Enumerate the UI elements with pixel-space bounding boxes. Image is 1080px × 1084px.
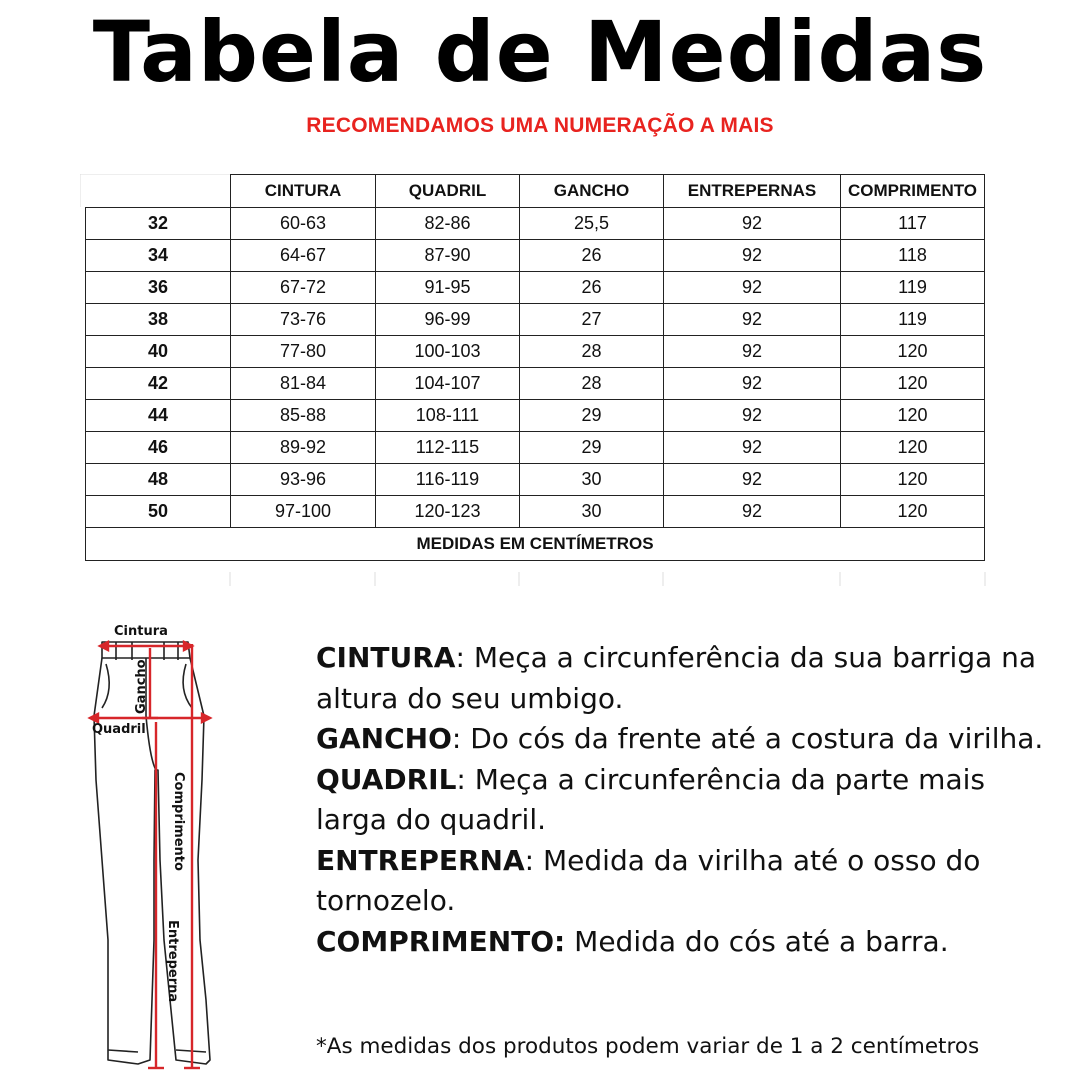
size-cell: 38 bbox=[86, 304, 231, 336]
measurement-cell: 104-107 bbox=[376, 368, 520, 400]
measurement-cell: 120 bbox=[841, 432, 985, 464]
diagram-label-quadril: Quadril bbox=[92, 722, 146, 737]
measurement-cell: 118 bbox=[841, 240, 985, 272]
table-footer-note: MEDIDAS EM CENTÍMETROS bbox=[86, 528, 985, 561]
measurement-cell: 100-103 bbox=[376, 336, 520, 368]
measurement-cell: 120 bbox=[841, 400, 985, 432]
diagram-label-cintura: Cintura bbox=[114, 624, 168, 639]
size-table-container bbox=[80, 174, 990, 586]
table-row bbox=[86, 464, 985, 496]
measurement-cell: 25,5 bbox=[520, 208, 664, 240]
table-row bbox=[86, 272, 985, 304]
size-cell: 42 bbox=[86, 368, 231, 400]
measurement-cell: 26 bbox=[520, 272, 664, 304]
measurement-cell: 82-86 bbox=[376, 208, 520, 240]
instruction-comprimento: COMPRIMENTO: Medida do cós até a barra. bbox=[316, 924, 949, 958]
instruction-quadril: QUADRIL: Meça a circunferência da parte mais larga do quadril. bbox=[316, 762, 985, 836]
measurement-cell: 92 bbox=[664, 336, 841, 368]
instruction-entreperna: ENTREPERNA: Medida da virilha até o osso do tornozelo. bbox=[316, 843, 981, 917]
diagram-label-comprimento: Comprimento bbox=[171, 772, 186, 871]
measurement-cell: 120 bbox=[841, 496, 985, 528]
measurement-cell: 89-92 bbox=[231, 432, 376, 464]
table-row bbox=[86, 496, 985, 528]
table-row bbox=[86, 336, 985, 368]
table-row bbox=[86, 400, 985, 432]
measurement-cell: 120 bbox=[841, 336, 985, 368]
size-cell: 36 bbox=[86, 272, 231, 304]
table-row bbox=[86, 240, 985, 272]
diagram-label-entreperna: Entreperna bbox=[165, 920, 180, 1003]
size-table bbox=[85, 174, 985, 561]
table-header-cell: GANCHO bbox=[520, 175, 664, 208]
measurement-cell: 108-111 bbox=[376, 400, 520, 432]
measurement-cell: 92 bbox=[664, 368, 841, 400]
measurement-cell: 29 bbox=[520, 400, 664, 432]
measurement-cell: 92 bbox=[664, 272, 841, 304]
measurement-cell: 28 bbox=[520, 336, 664, 368]
table-header-cell: CINTURA bbox=[231, 175, 376, 208]
table-header-cell: QUADRIL bbox=[376, 175, 520, 208]
measurement-cell: 28 bbox=[520, 368, 664, 400]
measurement-cell: 91-95 bbox=[376, 272, 520, 304]
measurement-cell: 81-84 bbox=[231, 368, 376, 400]
measurement-cell: 120 bbox=[841, 464, 985, 496]
measurement-cell: 92 bbox=[664, 496, 841, 528]
measurement-cell: 77-80 bbox=[231, 336, 376, 368]
measurement-cell: 117 bbox=[841, 208, 985, 240]
size-cell: 48 bbox=[86, 464, 231, 496]
size-cell: 50 bbox=[86, 496, 231, 528]
measurement-cell: 92 bbox=[664, 400, 841, 432]
measurement-cell: 116-119 bbox=[376, 464, 520, 496]
measurement-cell: 119 bbox=[841, 304, 985, 336]
table-header-cell: COMPRIMENTO bbox=[841, 175, 985, 208]
page-title: Tabela de Medidas bbox=[92, 3, 988, 101]
measurement-cell: 112-115 bbox=[376, 432, 520, 464]
measurement-cell: 92 bbox=[664, 432, 841, 464]
table-row bbox=[86, 432, 985, 464]
table-row bbox=[86, 368, 985, 400]
measurement-cell: 73-76 bbox=[231, 304, 376, 336]
measurement-cell: 120 bbox=[841, 368, 985, 400]
pants-measurement-diagram bbox=[80, 620, 250, 1080]
measurement-cell: 60-63 bbox=[231, 208, 376, 240]
size-cell: 46 bbox=[86, 432, 231, 464]
table-footer-row bbox=[86, 528, 985, 561]
size-cell: 32 bbox=[86, 208, 231, 240]
measurement-cell: 26 bbox=[520, 240, 664, 272]
measurement-cell: 93-96 bbox=[231, 464, 376, 496]
size-cell: 34 bbox=[86, 240, 231, 272]
measurement-instructions bbox=[316, 638, 1056, 962]
measurement-cell: 92 bbox=[664, 240, 841, 272]
measurement-cell: 64-67 bbox=[231, 240, 376, 272]
measurement-cell: 97-100 bbox=[231, 496, 376, 528]
measurement-cell: 30 bbox=[520, 464, 664, 496]
recommendation-subtitle: RECOMENDAMOS UMA NUMERAÇÃO A MAIS bbox=[306, 114, 774, 137]
size-cell: 40 bbox=[86, 336, 231, 368]
measurement-variation-note: *As medidas dos produtos podem variar de 1 a 2 centímetros bbox=[316, 1034, 980, 1059]
instruction-gancho: GANCHO: Do cós da frente até a costura da virilha. bbox=[316, 722, 1044, 755]
table-header-cell: ENTREPERNAS bbox=[664, 175, 841, 208]
measurement-cell: 29 bbox=[520, 432, 664, 464]
table-header-corner bbox=[86, 175, 231, 208]
measurement-cell: 92 bbox=[664, 464, 841, 496]
pants-outline-illustration bbox=[80, 620, 250, 1080]
instruction-cintura: CINTURA: Meça a circunferência da sua barriga na altura do seu umbigo. bbox=[316, 641, 1037, 715]
measurement-cell: 120-123 bbox=[376, 496, 520, 528]
measurement-cell: 96-99 bbox=[376, 304, 520, 336]
measurement-cell: 30 bbox=[520, 496, 664, 528]
table-row bbox=[86, 304, 985, 336]
table-row bbox=[86, 208, 985, 240]
measurement-cell: 27 bbox=[520, 304, 664, 336]
measurement-cell: 67-72 bbox=[231, 272, 376, 304]
measurement-cell: 85-88 bbox=[231, 400, 376, 432]
size-cell: 44 bbox=[86, 400, 231, 432]
diagram-label-gancho: Gancho bbox=[134, 659, 149, 714]
measurement-cell: 92 bbox=[664, 304, 841, 336]
measurement-cell: 92 bbox=[664, 208, 841, 240]
measurement-cell: 87-90 bbox=[376, 240, 520, 272]
measurement-cell: 119 bbox=[841, 272, 985, 304]
table-header-row bbox=[86, 175, 985, 208]
